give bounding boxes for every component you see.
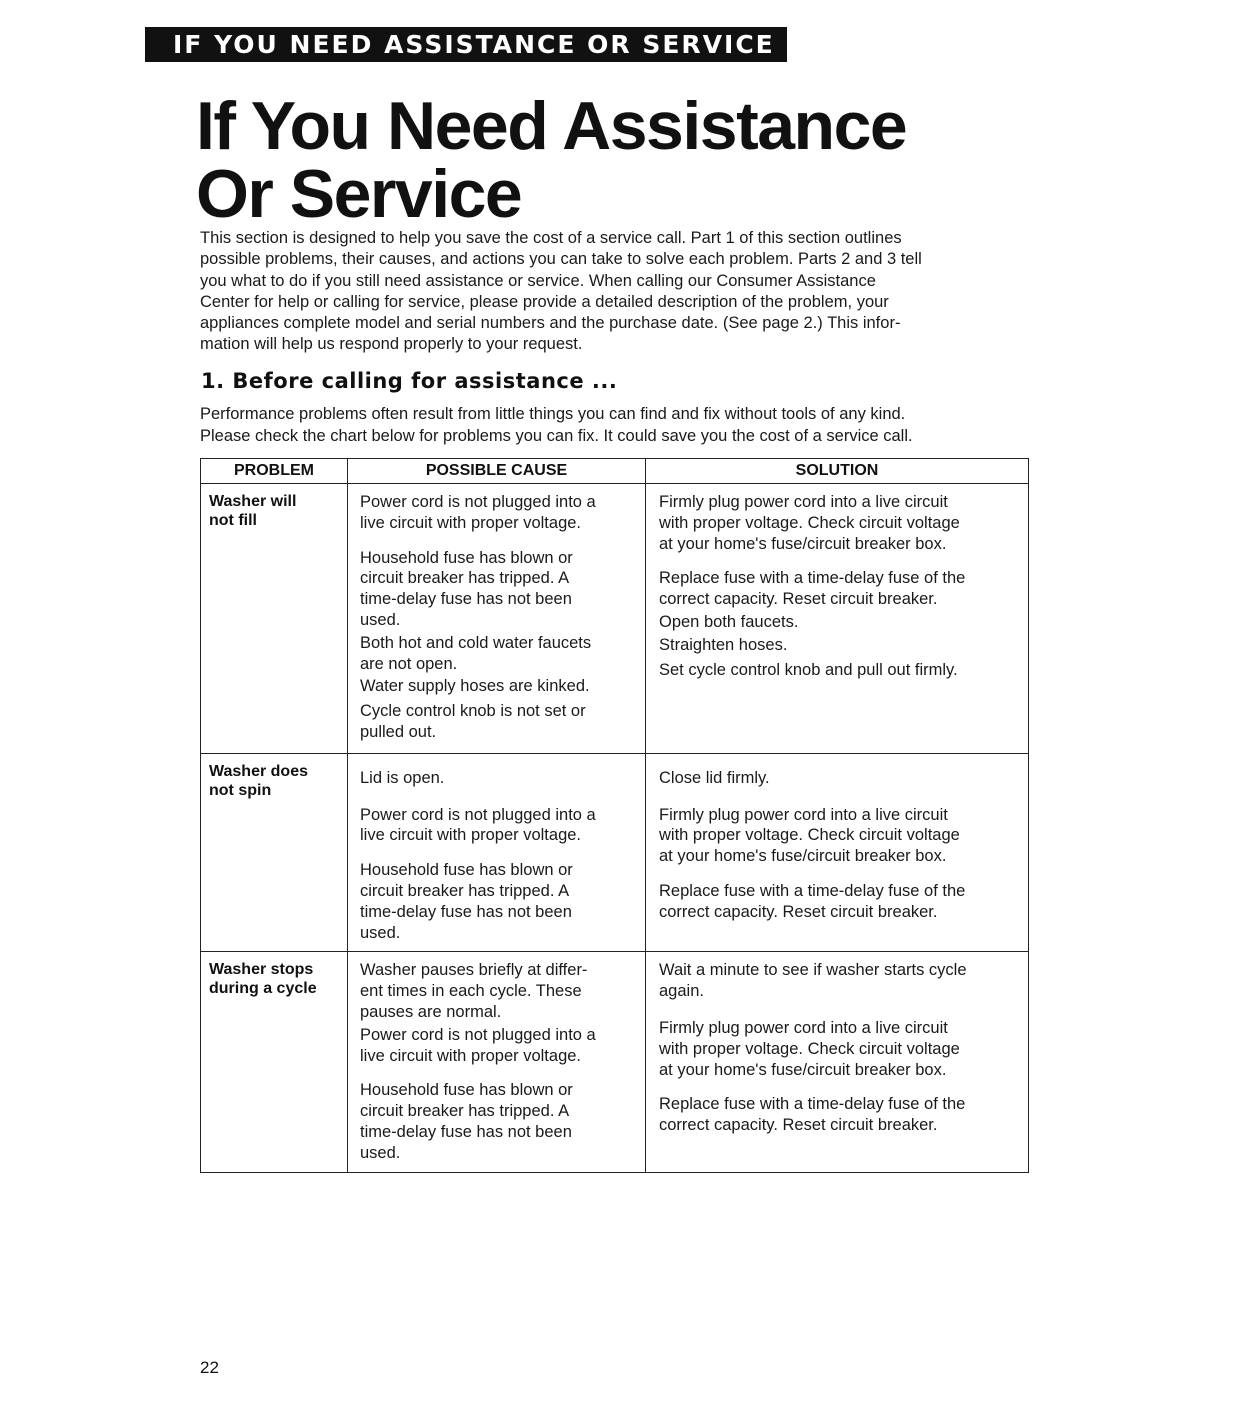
intro-line: possible problems, their causes, and actions you can take to solve each problem. Parts 2 and 3 tell	[200, 250, 922, 269]
solution-entry-line: correct capacity. Reset circuit breaker.	[659, 1116, 938, 1135]
cause-cell	[348, 753, 646, 952]
intro-line: you what to do if you still need assistance or service. When calling our Consumer Assistance	[200, 271, 876, 290]
table-row	[201, 484, 1029, 754]
solution-entry-line: with proper voltage. Check circuit voltage	[659, 1039, 960, 1058]
cause-entry-line: Household fuse has blown or	[360, 1081, 573, 1100]
table-row	[201, 753, 1029, 952]
solution-entry	[646, 660, 1028, 681]
sol-cell	[646, 484, 1029, 754]
cause-entry-line: Power cord is not plugged into a	[360, 493, 596, 511]
cause-entry-line: time-delay fuse has not been	[360, 902, 572, 921]
cause-entry-line: circuit breaker has tripped. A	[360, 569, 570, 588]
cause-entry-line: Cycle control knob is not set or	[360, 702, 586, 721]
cause-entry	[348, 768, 645, 789]
page-number: 22	[200, 1358, 219, 1377]
solution-entry	[646, 805, 1028, 867]
cause-entry	[348, 860, 645, 943]
cause-entry	[348, 1080, 645, 1163]
intro-line: Center for help or calling for service, please provide a detailed description of the problem, your	[200, 292, 889, 311]
cause-entry-line: Water supply hoses are kinked.	[360, 677, 590, 696]
cause-entry	[348, 701, 645, 743]
solution-entry-line: Replace fuse with a time-delay fuse of the	[659, 881, 966, 900]
problem-cell	[201, 952, 348, 1172]
cause-entry-line: used.	[360, 923, 401, 942]
section-banner: IF YOU NEED ASSISTANCE OR SERVICE	[145, 27, 787, 62]
cause-cell	[348, 484, 646, 754]
header-problem: PROBLEM	[201, 459, 348, 484]
cause-entry-line: Household fuse has blown or	[360, 861, 573, 880]
solution-entry-line: with proper voltage. Check circuit voltage	[659, 826, 960, 845]
problem-line: not spin	[209, 781, 272, 799]
solution-entry	[646, 492, 1028, 554]
cause-entry-line: pauses are normal.	[360, 1002, 502, 1021]
header-solution: SOLUTION	[646, 459, 1029, 484]
solution-entry-line: Wait a minute to see if washer starts cycle	[659, 961, 967, 980]
solution-entry-line: again.	[659, 982, 704, 1001]
solution-entry-line: Open both faucets.	[659, 612, 799, 631]
table-header-row	[201, 459, 1029, 484]
cause-entry-line: ent times in each cycle. These	[360, 982, 582, 1001]
cause-entry-line: live circuit with proper voltage.	[360, 826, 582, 845]
intro-line: mation will help us respond properly to your request.	[200, 335, 583, 354]
cause-entry	[348, 960, 645, 1022]
cause-entry-line: circuit breaker has tripped. A	[360, 1102, 570, 1121]
intro-paragraph	[200, 228, 1060, 356]
cause-entry	[348, 676, 645, 697]
sol-cell	[646, 753, 1029, 952]
problem-line: Washer does	[209, 762, 308, 780]
problem-line: Washer stops	[209, 961, 314, 979]
cause-cell	[348, 952, 646, 1172]
cause-entry-line: circuit breaker has tripped. A	[360, 881, 570, 900]
sol-cell	[646, 952, 1029, 1172]
solution-entry	[646, 768, 1028, 789]
solution-entry-line: correct capacity. Reset circuit breaker.	[659, 902, 938, 921]
cause-entry-line: pulled out.	[360, 722, 437, 741]
solution-entry-line: at your home's fuse/circuit breaker box.	[659, 534, 947, 553]
solution-entry-line: Set cycle control knob and pull out firmly.	[659, 660, 958, 679]
solution-entry-line: Firmly plug power cord into a live circuit	[659, 805, 948, 824]
cause-entry-line: time-delay fuse has not been	[360, 1122, 572, 1141]
table-row	[201, 952, 1029, 1172]
section-lead-line: Please check the chart below for problems you can fix. It could save you the cost of a service call.	[200, 426, 913, 445]
intro-line: This section is designed to help you save the cost of a service call. Part 1 of this section outlines	[200, 229, 902, 247]
solution-entry-line: at your home's fuse/circuit breaker box.	[659, 1060, 947, 1079]
troubleshooting-table	[200, 458, 1029, 1173]
section-lead-line: Performance problems often result from little things you can find and fix without tools of any kind.	[200, 405, 906, 423]
section-heading: 1. Before calling for assistance ...	[201, 369, 618, 393]
solution-entry	[646, 960, 1028, 1002]
cause-entry-line: Household fuse has blown or	[360, 548, 573, 567]
cause-entry-line: time-delay fuse has not been	[360, 590, 572, 609]
solution-entry	[646, 1094, 1028, 1136]
cause-entry	[348, 805, 645, 847]
solution-entry-line: at your home's fuse/circuit breaker box.	[659, 847, 947, 866]
page-title-line: If You Need Assistance	[196, 88, 907, 164]
cause-entry	[348, 492, 645, 534]
cause-entry-line: used.	[360, 1143, 401, 1162]
cause-entry-line: Power cord is not plugged into a	[360, 1025, 596, 1044]
cause-entry-line: are not open.	[360, 654, 458, 673]
solution-entry	[646, 568, 1028, 610]
solution-entry-line: with proper voltage. Check circuit voltage	[659, 513, 960, 532]
cause-entry-line: Both hot and cold water faucets	[360, 633, 592, 652]
cause-entry	[348, 633, 645, 675]
problem-cell	[201, 753, 348, 952]
header-possible-cause: POSSIBLE CAUSE	[348, 459, 646, 484]
problem-cell	[201, 484, 348, 754]
problem-line: during a cycle	[209, 980, 317, 998]
solution-entry-line: Straighten hoses.	[659, 635, 788, 654]
cause-entry-line: Washer pauses briefly at differ-	[360, 961, 588, 980]
solution-entry-line: Firmly plug power cord into a live circuit	[659, 1018, 948, 1037]
problem-line: Washer will	[209, 493, 297, 510]
solution-entry-line: correct capacity. Reset circuit breaker.	[659, 590, 938, 609]
cause-entry-line: Lid is open.	[360, 768, 445, 787]
solution-entry-line: Replace fuse with a time-delay fuse of the	[659, 1095, 966, 1114]
solution-entry	[646, 612, 1028, 633]
cause-entry	[348, 1025, 645, 1067]
cause-entry-line: used.	[360, 610, 401, 629]
solution-entry-line: Replace fuse with a time-delay fuse of the	[659, 569, 966, 588]
intro-line: appliances complete model and serial numbers and the purchase date. (See page 2.) This infor-	[200, 314, 901, 333]
solution-entry	[646, 1018, 1028, 1080]
cause-entry-line: Power cord is not plugged into a	[360, 805, 596, 824]
solution-entry-line: Close lid firmly.	[659, 768, 770, 787]
problem-line: not fill	[209, 512, 257, 529]
solution-entry	[646, 635, 1028, 656]
page-title-line: Or Service	[196, 156, 522, 232]
solution-entry-line: Firmly plug power cord into a live circuit	[659, 493, 948, 511]
cause-entry-line: live circuit with proper voltage.	[360, 513, 582, 532]
cause-entry-line: live circuit with proper voltage.	[360, 1046, 582, 1065]
page-title	[196, 88, 907, 232]
cause-entry	[348, 548, 645, 631]
solution-entry	[646, 881, 1028, 923]
section-lead	[200, 404, 913, 447]
